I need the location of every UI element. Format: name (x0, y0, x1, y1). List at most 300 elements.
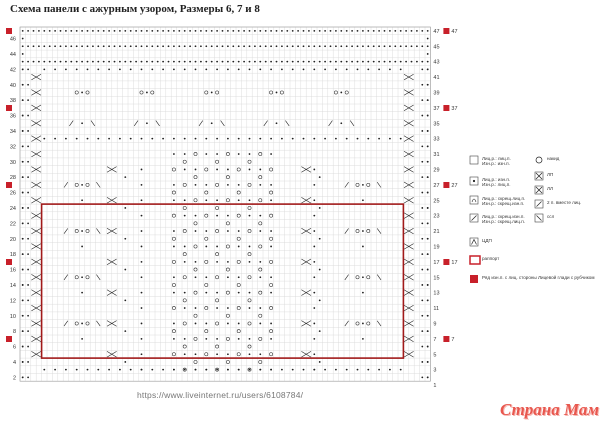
purl-stitch (378, 45, 380, 47)
purl-stitch (141, 199, 143, 201)
yarn-over (270, 330, 273, 333)
size-marker-left (6, 28, 12, 34)
purl-stitch (22, 38, 24, 40)
purl-stitch (330, 61, 332, 63)
purl-stitch (184, 261, 186, 263)
purl-stitch (27, 315, 29, 317)
yarn-over (237, 260, 240, 263)
purl-stitch (81, 230, 83, 232)
yarn-over (226, 337, 229, 340)
purl-stitch (324, 61, 326, 63)
purl-stitch (70, 45, 72, 47)
purl-stitch (238, 68, 240, 70)
decrease-stitch (64, 228, 68, 233)
purl-stitch (292, 68, 294, 70)
purl-stitch (195, 353, 197, 355)
yarn-over (226, 152, 229, 155)
purl-stitch (238, 230, 240, 232)
yarn-over (172, 306, 175, 309)
purl-stitch (421, 176, 423, 178)
yarn-over (205, 283, 208, 286)
yarn-over (259, 245, 262, 248)
yarn-over (259, 152, 262, 155)
purl-stitch (205, 230, 207, 232)
purl-stitch (151, 30, 153, 32)
purl-stitch (259, 184, 261, 186)
purl-stitch (119, 68, 121, 70)
yarn-over (259, 291, 262, 294)
purl-stitch (184, 292, 186, 294)
purl-stitch (22, 361, 24, 363)
purl-stitch (313, 199, 315, 201)
legend-label-line: Изн.р.: лиц.п. (482, 181, 511, 187)
row-number-right: 47 (433, 28, 440, 35)
yarn-over (248, 183, 251, 186)
yarn-over (248, 322, 251, 325)
purl-stitch (254, 45, 256, 47)
yarn-over (248, 276, 251, 279)
purl-stitch (421, 315, 423, 317)
row-number-right: 43 (433, 59, 440, 66)
purl-stitch (211, 122, 213, 124)
purl-stitch (27, 192, 29, 194)
yarn-over (248, 160, 251, 163)
yarn-over (75, 183, 78, 186)
purl-stitch (119, 369, 121, 371)
purl-stitch (389, 68, 391, 70)
purl-stitch (173, 153, 175, 155)
purl-stitch (168, 30, 170, 32)
purl-stitch (421, 207, 423, 209)
legend-label-line: накид (547, 155, 560, 161)
purl-stitch (313, 138, 315, 140)
legend-label-twist (482, 196, 525, 207)
purl-stitch (211, 92, 213, 94)
purl-stitch (400, 45, 402, 47)
purl-stitch (421, 61, 423, 63)
purl-stitch (141, 323, 143, 325)
purl-stitch (313, 45, 315, 47)
purl-stitch (130, 30, 132, 32)
decrease-stitch (221, 121, 225, 126)
purl-stitch (49, 30, 51, 32)
purl-stitch (249, 353, 251, 355)
purl-stitch (238, 246, 240, 248)
purl-stitch (270, 45, 272, 47)
purl-stitch (216, 246, 218, 248)
purl-stitch (92, 61, 94, 63)
purl-stitch (157, 30, 159, 32)
purl-stitch (189, 30, 191, 32)
legend-symbol-repeat (470, 256, 480, 264)
purl-stitch (168, 61, 170, 63)
decrease-stitch (64, 321, 68, 326)
purl-stitch (141, 353, 143, 355)
purl-stitch (313, 307, 315, 309)
purl-stitch (108, 30, 110, 32)
purl-stitch (103, 61, 105, 63)
purl-stitch (27, 376, 29, 378)
yarn-over (248, 206, 251, 209)
purl-stitch (427, 161, 429, 163)
purl-stitch (173, 292, 175, 294)
purl-stitch (421, 68, 423, 70)
purl-stitch (22, 330, 24, 332)
size-marker-left (6, 259, 12, 265)
size-marker-left (6, 105, 12, 111)
purl-stitch (130, 61, 132, 63)
purl-stitch (319, 299, 321, 301)
yarn-over (194, 199, 197, 202)
purl-stitch (22, 68, 24, 70)
row-number-left: 30 (9, 159, 16, 166)
purl-stitch (27, 161, 29, 163)
purl-stitch (27, 361, 29, 363)
legend-symbol-dot-mark (473, 180, 475, 182)
purl-stitch (38, 61, 40, 63)
purl-stitch (303, 30, 305, 32)
yarn-over (226, 245, 229, 248)
purl-stitch (195, 68, 197, 70)
purl-stitch (135, 30, 137, 32)
purl-stitch (276, 61, 278, 63)
purl-stitch (173, 276, 175, 278)
watermark-url: https://www.liveinternet.ru/users/6108784/ (137, 390, 304, 400)
purl-stitch (81, 45, 83, 47)
yarn-over (226, 360, 229, 363)
purl-stitch (427, 207, 429, 209)
yarn-over (226, 199, 229, 202)
purl-stitch (227, 276, 229, 278)
purl-stitch (130, 138, 132, 140)
yarn-over (216, 229, 219, 232)
purl-stitch (362, 61, 364, 63)
purl-stitch (168, 45, 170, 47)
purl-stitch (276, 30, 278, 32)
purl-stitch (249, 169, 251, 171)
purl-stitch (281, 68, 283, 70)
purl-stitch (22, 161, 24, 163)
purl-stitch (76, 30, 78, 32)
purl-stitch (141, 184, 143, 186)
purl-stitch (200, 30, 202, 32)
legend-label-line: Изн.р.: скрещ.лиц.п. (482, 218, 525, 224)
legend-label-line: Лиц.р.: лиц.п. (482, 155, 511, 161)
purl-stitch (249, 215, 251, 217)
yarn-over (216, 276, 219, 279)
purl-stitch (405, 45, 407, 47)
purl-stitch (65, 138, 67, 140)
purl-stitch (238, 30, 240, 32)
purl-stitch (195, 230, 197, 232)
purl-stitch (276, 92, 278, 94)
decrease-stitch (345, 275, 349, 280)
purl-stitch (216, 169, 218, 171)
legend-label-line: ЦДП (482, 237, 492, 243)
row-number-left: 42 (9, 67, 16, 74)
purl-stitch (27, 238, 29, 240)
yarn-over (248, 299, 251, 302)
yarn-over (216, 91, 219, 94)
purl-stitch (27, 145, 29, 147)
purl-stitch (54, 61, 56, 63)
purl-stitch (276, 45, 278, 47)
purl-stitch (43, 138, 45, 140)
purl-stitch (162, 138, 164, 140)
purl-stitch (205, 323, 207, 325)
yarn-over (216, 299, 219, 302)
purl-stitch (27, 30, 29, 32)
yarn-over (140, 91, 143, 94)
yarn-over (367, 183, 370, 186)
yarn-over (205, 191, 208, 194)
yarn-over (270, 214, 273, 217)
purl-stitch (308, 61, 310, 63)
purl-stitch (324, 138, 326, 140)
size-marker-label: 7 (451, 337, 455, 343)
yarn-over (86, 229, 89, 232)
size-marker-left (6, 182, 12, 188)
purl-stitch (22, 130, 24, 132)
purl-stitch (427, 45, 429, 47)
purl-stitch (124, 238, 126, 240)
purl-stitch (357, 138, 359, 140)
row-number-left: 40 (9, 82, 16, 89)
purl-stitch (238, 369, 240, 371)
row-number-left: 22 (9, 221, 16, 228)
purl-stitch (195, 261, 197, 263)
purl-stitch (270, 184, 272, 186)
purl-stitch (238, 45, 240, 47)
decrease-stitch (96, 321, 100, 326)
purl-stitch (335, 68, 337, 70)
row-number-left: 6 (12, 344, 16, 351)
row-number-right: 33 (433, 136, 440, 143)
decrease-stitch (64, 275, 68, 280)
row-number-left: 44 (9, 51, 16, 58)
yarn-over (237, 237, 240, 240)
purl-stitch (97, 369, 99, 371)
purl-stitch (421, 238, 423, 240)
legend-label-cdd (482, 238, 492, 243)
purl-stitch (313, 215, 315, 217)
purl-stitch (227, 261, 229, 263)
purl-stitch (270, 276, 272, 278)
legend-label-line: Изн.р.: изн.п. (482, 160, 510, 166)
purl-stitch (173, 30, 175, 32)
purl-stitch (427, 284, 429, 286)
purl-stitch (151, 45, 153, 47)
yarn-over (248, 253, 251, 256)
purl-stitch (335, 45, 337, 47)
purl-stitch (270, 369, 272, 371)
purl-stitch (394, 30, 396, 32)
purl-stitch (340, 30, 342, 32)
legend-label-line: раппорт (482, 255, 500, 261)
yarn-over (183, 276, 186, 279)
purl-stitch (184, 246, 186, 248)
purl-stitch (205, 68, 207, 70)
purl-stitch (146, 61, 148, 63)
purl-stitch (335, 369, 337, 371)
purl-stitch (108, 45, 110, 47)
yarn-over (270, 191, 273, 194)
purl-stitch (184, 199, 186, 201)
yarn-over (75, 322, 78, 325)
legend-symbol-yo (536, 157, 542, 163)
purl-stitch (108, 138, 110, 140)
yarn-over (151, 91, 154, 94)
purl-stitch (173, 323, 175, 325)
purl-stitch (141, 261, 143, 263)
yarn-over (237, 191, 240, 194)
purl-stitch (151, 68, 153, 70)
purl-stitch (362, 246, 364, 248)
yarn-over (216, 160, 219, 163)
purl-stitch (124, 330, 126, 332)
purl-stitch (249, 68, 251, 70)
row-number-right: 21 (433, 229, 440, 236)
purl-stitch (378, 61, 380, 63)
purl-stitch (400, 30, 402, 32)
yarn-over (183, 299, 186, 302)
purl-stitch (416, 61, 418, 63)
purl-stitch (162, 61, 164, 63)
legend-label-line: 2 п. вместе лиц. (547, 199, 582, 205)
purl-stitch (205, 30, 207, 32)
purl-stitch (313, 261, 315, 263)
yarn-over (183, 229, 186, 232)
purl-stitch (227, 68, 229, 70)
purl-stitch (357, 45, 359, 47)
yarn-over (237, 283, 240, 286)
purl-stitch (195, 138, 197, 140)
purl-stitch (292, 61, 294, 63)
purl-stitch (346, 369, 348, 371)
legend-label-dot (482, 177, 511, 188)
purl-stitch (27, 330, 29, 332)
yarn-over (226, 222, 229, 225)
purl-stitch (22, 53, 24, 55)
purl-stitch (141, 45, 143, 47)
purl-stitch (87, 138, 89, 140)
purl-stitch (22, 99, 24, 101)
purl-stitch (427, 299, 429, 301)
purl-stitch (76, 68, 78, 70)
purl-stitch (254, 61, 256, 63)
legend-label-line: Лиц.р.: скрещ.изн.п. (482, 213, 525, 219)
purl-stitch (222, 61, 224, 63)
purl-stitch (259, 369, 261, 371)
purl-stitch (427, 238, 429, 240)
yarn-over (86, 276, 89, 279)
purl-stitch (43, 45, 45, 47)
yarn-over (259, 314, 262, 317)
purl-stitch (81, 323, 83, 325)
purl-stitch (81, 122, 83, 124)
purl-stitch (151, 138, 153, 140)
purl-stitch (200, 45, 202, 47)
purl-stitch (178, 45, 180, 47)
purl-stitch (173, 246, 175, 248)
purl-stitch (87, 68, 89, 70)
purl-stitch (141, 169, 143, 171)
yarn-over (367, 322, 370, 325)
size-markers (6, 28, 458, 358)
purl-stitch (270, 199, 272, 201)
purl-stitch (22, 222, 24, 224)
purl-stitch (427, 145, 429, 147)
purl-stitch (195, 30, 197, 32)
purl-stitch (22, 238, 24, 240)
purl-stitch (313, 292, 315, 294)
purl-stitch (227, 30, 229, 32)
purl-stitch (281, 61, 283, 63)
row-number-left: 24 (9, 205, 16, 212)
purl-stitch (216, 353, 218, 355)
legend-symbol-twist (470, 196, 478, 204)
yarn-over (172, 237, 175, 240)
purl-stitch (27, 284, 29, 286)
purl-stitch (389, 369, 391, 371)
purl-stitch (286, 30, 288, 32)
purl-stitch (27, 207, 29, 209)
purl-stitch (70, 30, 72, 32)
purl-stitch (141, 276, 143, 278)
purl-stitch (367, 61, 369, 63)
yarn-over (194, 222, 197, 225)
purl-stitch (346, 30, 348, 32)
purl-stitch (319, 176, 321, 178)
yarn-over (226, 268, 229, 271)
purl-stitch (373, 61, 375, 63)
purl-stitch (184, 215, 186, 217)
purl-stitch (227, 138, 229, 140)
purl-stitch (211, 30, 213, 32)
yarn-over (194, 360, 197, 363)
purl-stitch (141, 61, 143, 63)
row-number-right: 25 (433, 198, 440, 205)
purl-stitch (227, 184, 229, 186)
site-logo: Страна Мам (500, 400, 600, 419)
yarn-over (205, 214, 208, 217)
purl-stitch (216, 68, 218, 70)
row-number-right: 3 (433, 367, 437, 374)
yarn-over (237, 330, 240, 333)
purl-stitch (81, 61, 83, 63)
purl-stitch (362, 184, 364, 186)
purl-stitch (249, 153, 251, 155)
purl-stitch (54, 369, 56, 371)
purl-stitch (65, 45, 67, 47)
purl-stitch (124, 207, 126, 209)
purl-stitch (313, 369, 315, 371)
purl-stitch (362, 338, 364, 340)
decrease-stitch (377, 275, 381, 280)
yarn-over (237, 214, 240, 217)
purl-stitch (313, 353, 315, 355)
purl-stitch (367, 369, 369, 371)
purl-stitch (259, 323, 261, 325)
purl-stitch (238, 276, 240, 278)
size-marker-right (443, 336, 449, 342)
purl-stitch (238, 138, 240, 140)
yarn-over (270, 283, 273, 286)
purl-stitch (146, 30, 148, 32)
purl-stitch (265, 30, 267, 32)
row-number-right: 11 (433, 306, 440, 313)
purl-stitch (421, 253, 423, 255)
